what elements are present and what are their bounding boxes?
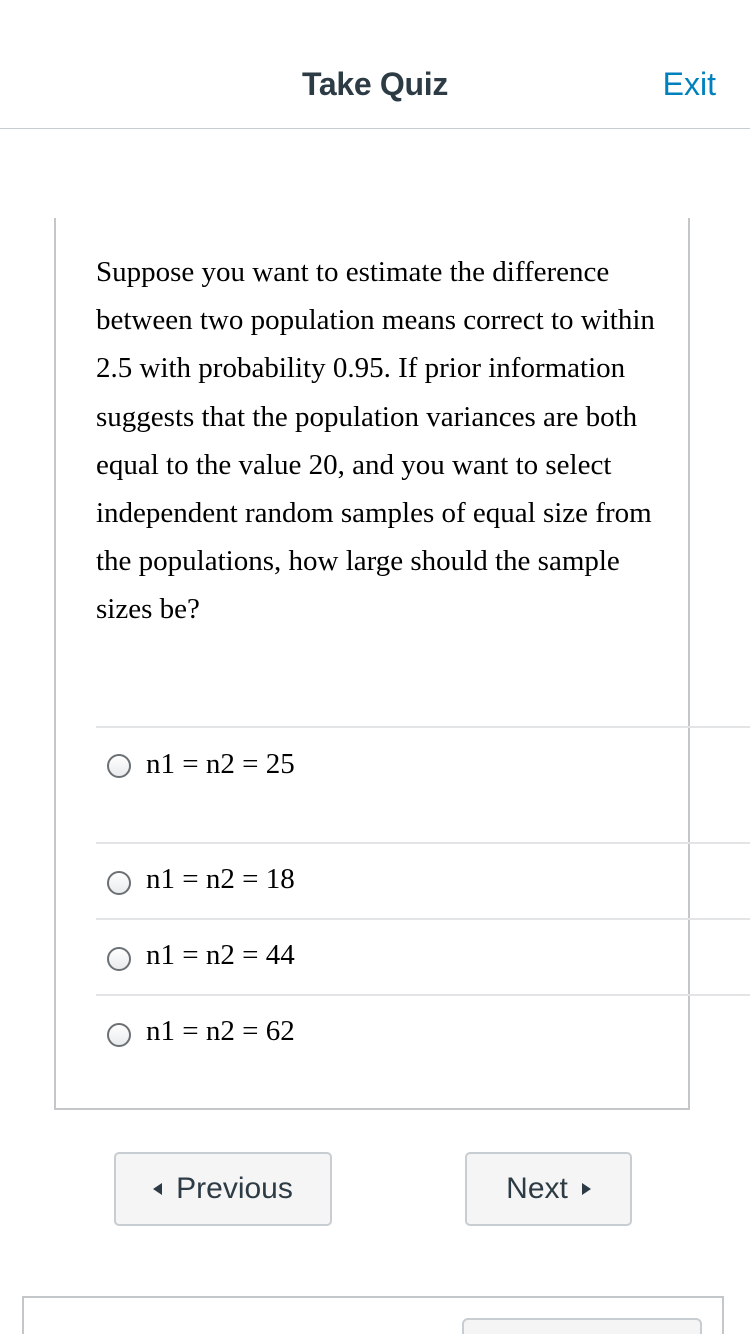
previous-label: Previous [176, 1172, 293, 1205]
caret-left-icon [153, 1183, 162, 1195]
exit-link[interactable]: Exit [662, 66, 716, 102]
page-title: Take Quiz [301, 66, 449, 102]
answer-label: n1 = n2 = 44 [146, 939, 295, 971]
answer-label: n1 = n2 = 25 [146, 748, 295, 780]
answer-label: n1 = n2 = 62 [146, 1015, 295, 1047]
answer-option[interactable] [96, 726, 750, 843]
top-bar [0, 0, 750, 129]
answer-option[interactable] [96, 918, 750, 995]
bottom-panel-button[interactable] [462, 1318, 702, 1334]
radio-button[interactable] [107, 947, 131, 971]
next-label: Next [506, 1172, 568, 1205]
radio-button[interactable] [107, 1023, 131, 1047]
answer-label: n1 = n2 = 18 [146, 863, 295, 895]
next-button[interactable] [465, 1152, 632, 1226]
previous-button[interactable] [114, 1152, 332, 1226]
answer-option[interactable] [96, 994, 750, 1071]
caret-right-icon [582, 1183, 591, 1195]
radio-button[interactable] [107, 754, 131, 778]
question-text: Suppose you want to estimate the difference between two population means correct to within 2.5 with probability 0.95. If prior information suggests that the population variances are both equal to the value 20, and you want to select independent random samples of equal size from the populations, how large should the sample sizes be? [96, 256, 655, 626]
radio-button[interactable] [107, 871, 131, 895]
answer-option[interactable] [96, 842, 750, 919]
